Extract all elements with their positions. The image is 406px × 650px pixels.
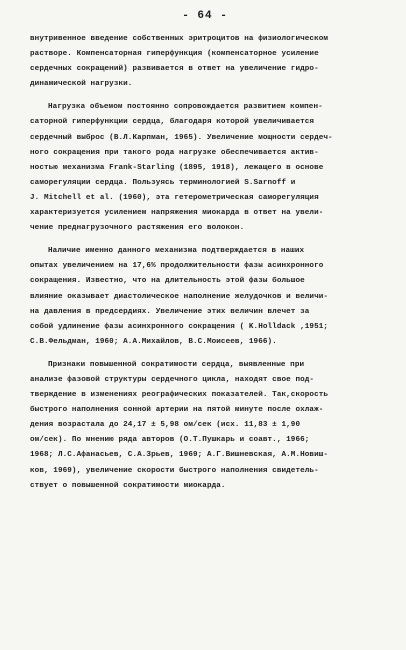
text-line: характеризуется усилением напряжения миокарда в ответ на увели- bbox=[30, 209, 324, 218]
text-line: ствует о повышенной сократимости миокарда. bbox=[30, 481, 226, 490]
text-line: чение преднагрузочного растяжения его волокон. bbox=[30, 224, 245, 233]
text-line: внутривенное введение собственных эритроцитов на физиологическом bbox=[30, 35, 329, 43]
text-line: саторной гиперфункции сердца, благодаря которой увеличивается bbox=[30, 118, 315, 127]
text-line: на давления в предсердиях. Увеличение этих величин влечет за bbox=[30, 307, 310, 316]
text-line: 1968; Л.С.Афанасьев, С.А.Зрьев, 1969; А.Г.Вишневская, А.М.Новиш- bbox=[30, 451, 329, 460]
paragraph-2 bbox=[30, 100, 380, 236]
text-line: быстрого наполнения сонной артерии на пятой минуте после охлаж- bbox=[30, 406, 324, 415]
text-line: J. Mitchell et al. (1960), эта гетерометрическая саморегуляция bbox=[30, 193, 319, 202]
text-line: сердечный выброс (В.Л.Карпман, 1965). Увеличение мощности сердеч- bbox=[30, 133, 333, 142]
text-line: дения возрастала до 24,17 ± 5,98 ом/сек (исх. 11,83 ± 1,90 bbox=[30, 421, 301, 430]
text-line: ков, 1969), увеличение скорости быстрого наполнения свидетель- bbox=[30, 466, 319, 475]
text-line: ностью механизма Frank-Starling (1895, 1918), лежащего в основе bbox=[30, 163, 324, 172]
text-line: анализе фазовой структуры сердечного цикла, находят свое под- bbox=[30, 375, 315, 384]
page-number: - 64 - bbox=[182, 10, 228, 22]
paragraph-4 bbox=[30, 358, 380, 494]
text-line: ом/сек). По мнению ряда авторов (О.Т.Пушкарь и соавт., 1966; bbox=[30, 436, 310, 445]
text-line: тверждение в изменениях реографических показателей. Так,скорость bbox=[30, 391, 329, 400]
text-line: сердечных сокращений) развивается в ответ на увеличение гидро- bbox=[30, 65, 319, 74]
text-line: Наличие именно данного механизма подтверждается в наших bbox=[48, 247, 305, 256]
text-line: саморегуляции сердца. Пользуясь терминологией S.Sarnoff и bbox=[30, 178, 296, 187]
text-line: сокращения. Известно, что на длительность этой фазы большое bbox=[30, 277, 305, 286]
text-line: С.В.Фельдман, 1960; А.А.Михайлов, В.С.Моисеев, 1966). bbox=[30, 337, 277, 346]
text-line: собой удлинение фазы асинхронного сокращения ( K.Holldack ,1951; bbox=[30, 322, 329, 331]
text-line: ного сокращения при такого рода нагрузке обеспечивается актив- bbox=[30, 148, 319, 157]
text-line: Нагрузка объемом постоянно сопровождается развитием компен- bbox=[48, 103, 323, 112]
text-line: опытах увеличением на 17,6% продолжительности фазы асинхронного bbox=[30, 262, 324, 271]
text-line: растворе. Компенсаторная гиперфункция (компенсаторное усиление bbox=[30, 50, 319, 59]
text-line: Признаки повышенной сократимости сердца, выявленные при bbox=[48, 360, 305, 369]
text-line: динамической нагрузки. bbox=[30, 80, 133, 89]
paragraph-1 bbox=[30, 32, 380, 92]
text-line: влияние оказывает диастолическое наполнение желудочков и величи- bbox=[30, 292, 329, 301]
paragraph-3 bbox=[30, 244, 380, 350]
